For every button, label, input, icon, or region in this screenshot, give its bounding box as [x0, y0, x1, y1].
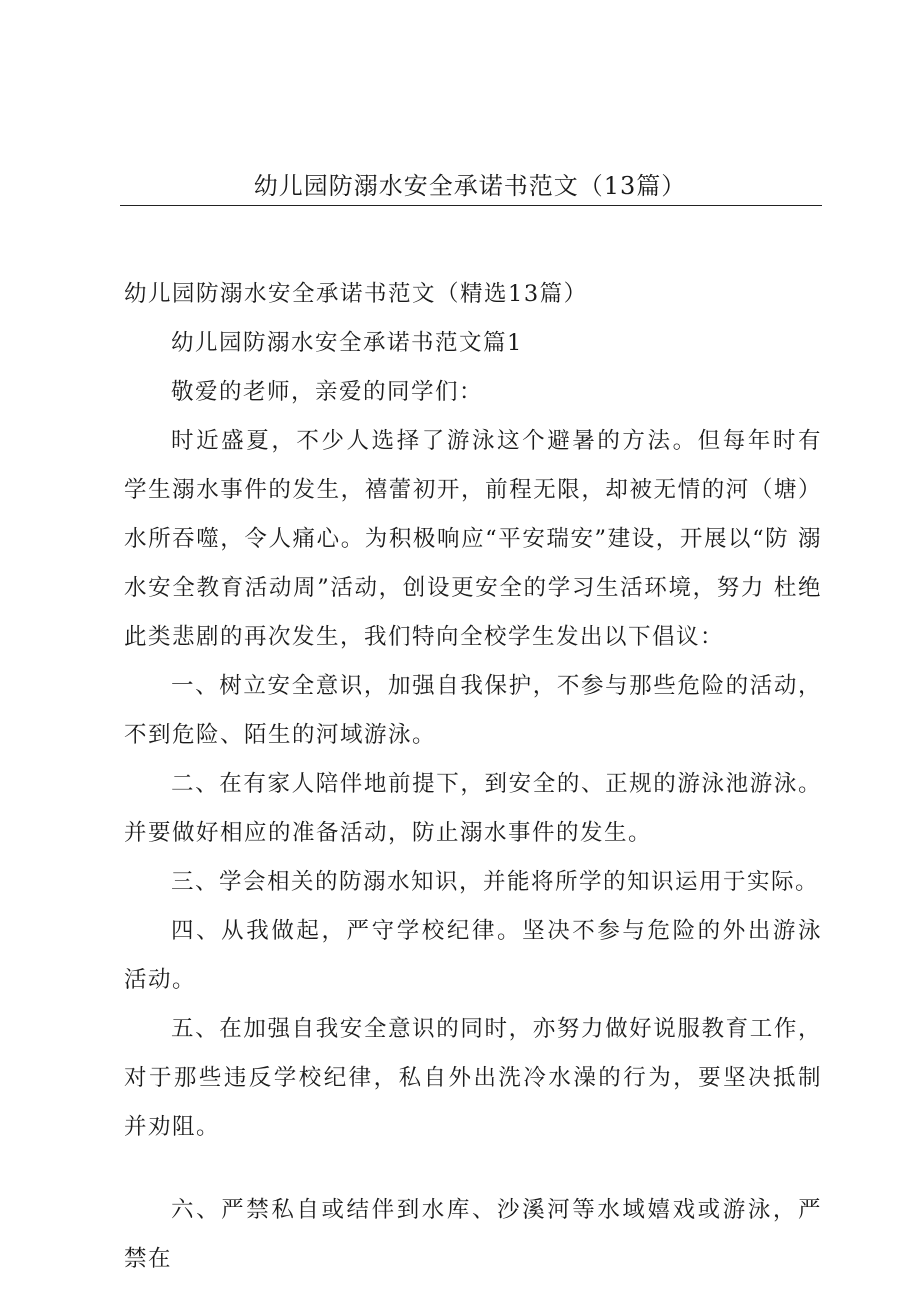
paragraph-intro: 时近盛夏，不少人选择了游泳这个避暑的方法。但每年时有 学生溺水事件的发生，禧蕾初开，前程无限，却被无情的河（塘） 水所吞噬，令人痛心。为积极响应“平安瑞安”建设，开展以“防 溺水安全教育活动周”活动，创设更安全的学习生活环境，努力 杜绝此类悲剧的再次发生，我们特向全校学生发出以下倡议： [124, 428, 822, 650]
title-underline [120, 205, 822, 206]
salutation: 敬爱的老师，亲爱的同学们： [171, 379, 484, 405]
document-subtitle: 幼儿园防溺水安全承诺书范文（精选13篇） [124, 281, 588, 307]
paragraph-item-6: 六、严禁私自或结伴到水库、沙溪河等水域嬉戏或游泳，严 禁在 [124, 1197, 822, 1272]
document-title: 幼儿园防溺水安全承诺书范文（13篇） [253, 172, 687, 200]
section-heading: 幼儿园防溺水安全承诺书范文篇1 [171, 330, 523, 356]
paragraph-item-3: 三、学会相关的防溺水知识，并能将所学的知识运用于实际。 [171, 869, 820, 895]
paragraph-item-4: 四、从我做起，严守学校纪律。坚决不参与危险的外出游泳 活动。 [124, 918, 822, 993]
document-body [124, 270, 822, 1284]
paragraph-item-1: 一、树立安全意识，加强自我保护，不参与那些危险的活动， 不到危险、陌生的河域游泳。 [124, 673, 822, 748]
paragraph-item-5: 五、在加强自我安全意识的同时，亦努力做好说服教育工作， 对于那些违反学校纪律，私自外出洗冷水澡的行为，要坚决抵制 并劝阻。 [124, 1016, 822, 1140]
paragraph-item-2: 二、在有家人陪伴地前提下，到安全的、正规的游泳池游泳。 并要做好相应的准备活动，防止溺水事件的发生。 [124, 771, 822, 846]
